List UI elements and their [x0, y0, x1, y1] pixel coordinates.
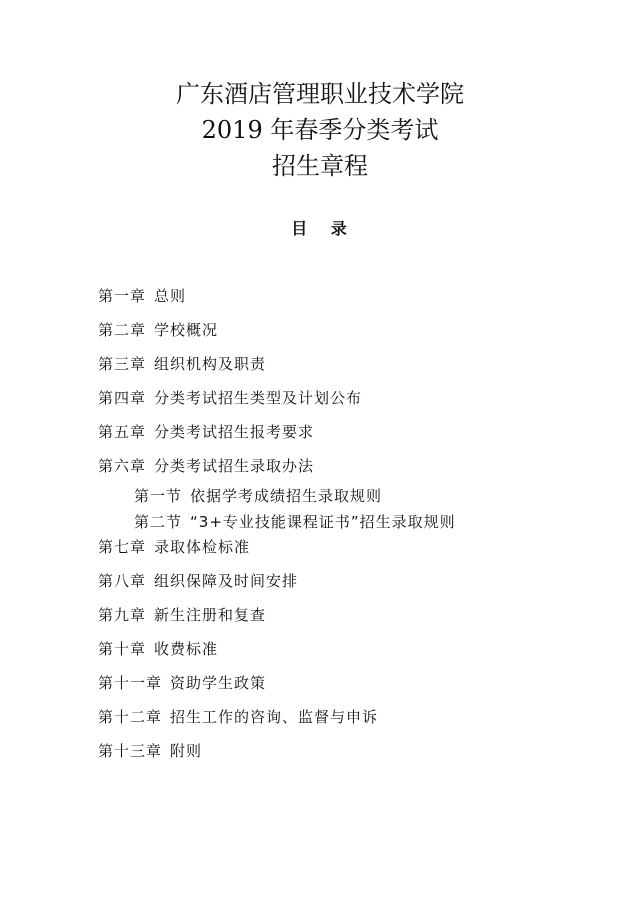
- toc-item-title: “3+专业技能课程证书”招生录取规则: [190, 513, 456, 531]
- toc-item-title: 资助学生政策: [170, 674, 267, 692]
- toc-item-number: 第七章: [98, 538, 147, 556]
- toc-item-number: 第一节: [134, 487, 183, 505]
- toc-chapter-item: [98, 569, 298, 593]
- toc-item-title: 学校概况: [154, 321, 219, 339]
- toc-section-item: [134, 484, 382, 508]
- toc-chapter-item: [98, 284, 186, 308]
- toc-item-title: 新生注册和复查: [154, 606, 267, 624]
- toc-chapter-item: [98, 535, 250, 559]
- toc-chapter-item: [98, 705, 378, 729]
- toc-item-title: 附则: [170, 742, 203, 760]
- toc-chapter-item: [98, 318, 218, 342]
- toc-item-title: 组织保障及时间安排: [154, 572, 299, 590]
- toc-item-title: 录取体检标准: [154, 538, 251, 556]
- title-line-school: 广东酒店管理职业技术学院: [176, 80, 464, 108]
- toc-item-number: 第一章: [98, 287, 147, 305]
- toc-item-number: 第三章: [98, 355, 147, 373]
- toc-chapter-item: [98, 420, 314, 444]
- toc-chapter-item: [98, 603, 266, 627]
- toc-item-title: 分类考试招生录取办法: [154, 457, 315, 475]
- toc-item-title: 分类考试招生报考要求: [154, 423, 315, 441]
- toc-item-title: 总则: [154, 287, 187, 305]
- toc-item-title: 分类考试招生类型及计划公布: [154, 389, 363, 407]
- toc-item-number: 第九章: [98, 606, 147, 624]
- toc-chapter-item: [98, 637, 218, 661]
- toc-item-number: 第六章: [98, 457, 147, 475]
- toc-item-number: 第十章: [98, 640, 147, 658]
- toc-item-number: 第二章: [98, 321, 147, 339]
- toc-chapter-item: [98, 454, 314, 478]
- toc-item-title: 组织机构及职责: [154, 355, 267, 373]
- toc-item-title: 收费标准: [154, 640, 219, 658]
- toc-chapter-item: [98, 352, 266, 376]
- toc-section-item: [134, 510, 456, 534]
- toc-item-number: 第十一章: [98, 674, 163, 692]
- toc-heading: 目 录: [291, 219, 349, 238]
- toc-chapter-item: [98, 671, 266, 695]
- toc-item-title: 依据学考成绩招生录取规则: [190, 487, 383, 505]
- toc-item-number: 第二节: [134, 513, 183, 531]
- toc-item-title: 招生工作的咨询、监督与申诉: [170, 708, 379, 726]
- title-line-charter: 招生章程: [272, 152, 368, 180]
- document-title: [0, 76, 640, 184]
- toc-item-number: 第四章: [98, 389, 147, 407]
- toc-chapter-item: [98, 386, 362, 410]
- toc-item-number: 第五章: [98, 423, 147, 441]
- toc-item-number: 第十二章: [98, 708, 163, 726]
- title-line-exam: 2019 年春季分类考试: [201, 116, 439, 144]
- toc-item-number: 第十三章: [98, 742, 163, 760]
- toc-chapter-item: [98, 739, 202, 763]
- toc-item-number: 第八章: [98, 572, 147, 590]
